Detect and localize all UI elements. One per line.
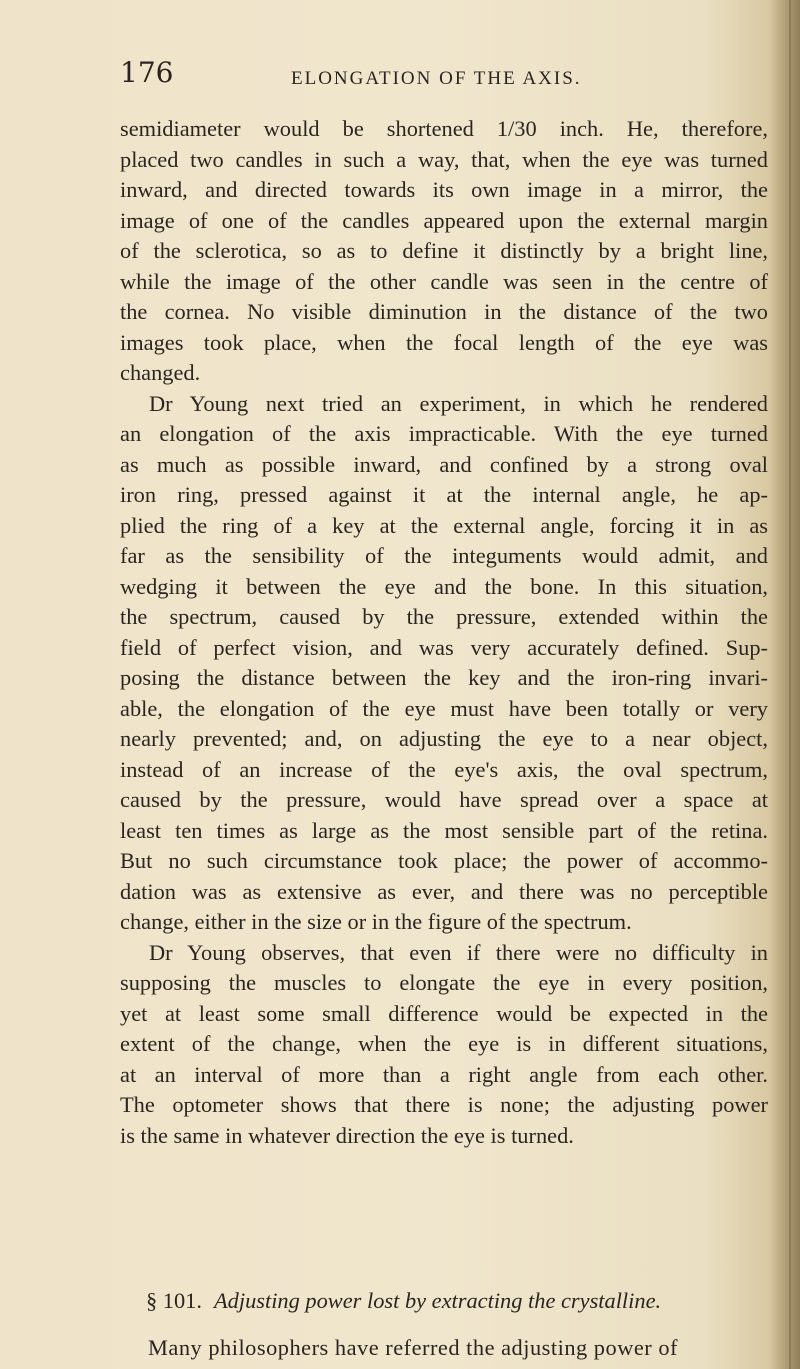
text-line: wedging it between the eye and the bone. In this situation, bbox=[120, 573, 768, 599]
text-line: while the image of the other candle was seen in the centre of bbox=[120, 268, 768, 294]
section-number: § 101. bbox=[146, 1288, 202, 1313]
text-line: yet at least some small difference would be expected in the bbox=[120, 1000, 768, 1026]
text-line: is the same in whatever direction the eye is turned. bbox=[120, 1122, 574, 1148]
text-line: The optometer shows that there is none; the adjusting power bbox=[120, 1092, 768, 1117]
text-line: images took place, when the focal length of the eye was bbox=[120, 329, 768, 355]
text-line: the cornea. No visible diminution in the distance of the two bbox=[120, 299, 768, 324]
text-line: inward, and directed towards its own image in a mirror, the bbox=[120, 177, 768, 202]
body-text bbox=[120, 114, 768, 1151]
text-line: iron ring, pressed against it at the internal angle, he ap- bbox=[120, 482, 768, 507]
text-line: able, the elongation of the eye must have been totally or very bbox=[120, 695, 768, 721]
text-line: Dr Young observes, that even if there were no difficulty in bbox=[149, 939, 768, 965]
text-line: change, either in the size or in the figure of the spectrum. bbox=[120, 909, 632, 934]
page-header bbox=[120, 56, 780, 98]
page-number: 176 bbox=[120, 56, 174, 89]
text-line: instead of an increase of the eye's axis, the oval spectrum, bbox=[120, 756, 768, 782]
text-line: semidiameter would be shortened 1/30 inch. He, therefore, bbox=[120, 116, 768, 141]
page-edge-line bbox=[789, 0, 791, 1369]
text-line: Many philosophers have referred the adjusting power of bbox=[148, 1335, 679, 1360]
text-line: field of perfect vision, and was very accurately defined. Sup- bbox=[120, 634, 768, 660]
text-line: extent of the change, when the eye is in different situations, bbox=[120, 1031, 768, 1056]
text-line: placed two candles in such a way, that, when the eye was turned bbox=[120, 146, 768, 172]
text-line: of the sclerotica, so as to define it distinctly by a bright line, bbox=[120, 238, 768, 263]
text-line: at an interval of more than a right angle from each other. bbox=[120, 1061, 768, 1087]
text-line: least ten times as large as the most sensible part of the retina. bbox=[120, 817, 768, 843]
text-line: Dr Young next tried an experiment, in which he rendered bbox=[149, 390, 768, 416]
text-line: nearly prevented; and, on adjusting the eye to a near object, bbox=[120, 726, 768, 751]
text-line: dation was as extensive as ever, and there was no perceptible bbox=[120, 878, 768, 904]
text-line: supposing the muscles to elongate the eye in every position, bbox=[120, 970, 768, 995]
text-line: as much as possible inward, and confined by a strong oval bbox=[120, 451, 768, 477]
text-line: But no such circumstance took place; the power of accommo- bbox=[120, 848, 768, 873]
text-line: plied the ring of a key at the external angle, forcing it in as bbox=[120, 512, 768, 538]
text-line: an elongation of the axis impracticable. With the eye turned bbox=[120, 421, 768, 446]
text-line: the spectrum, caused by the pressure, extended within the bbox=[120, 604, 768, 629]
text-line: far as the sensibility of the integuments would admit, and bbox=[120, 543, 768, 568]
running-head: ELONGATION OF THE AXIS. bbox=[291, 68, 582, 89]
section-title: Adjusting power lost by extracting the crystalline. bbox=[213, 1288, 662, 1313]
section-heading bbox=[146, 1288, 661, 1314]
text-line: changed. bbox=[120, 360, 201, 385]
text-line: image of one of the candles appeared upon the external margin bbox=[120, 207, 768, 233]
text-line: caused by the pressure, would have spread over a space at bbox=[120, 787, 768, 812]
text-line: posing the distance between the key and the iron-ring invari- bbox=[120, 665, 768, 690]
page-edge-shadow bbox=[770, 0, 800, 1369]
